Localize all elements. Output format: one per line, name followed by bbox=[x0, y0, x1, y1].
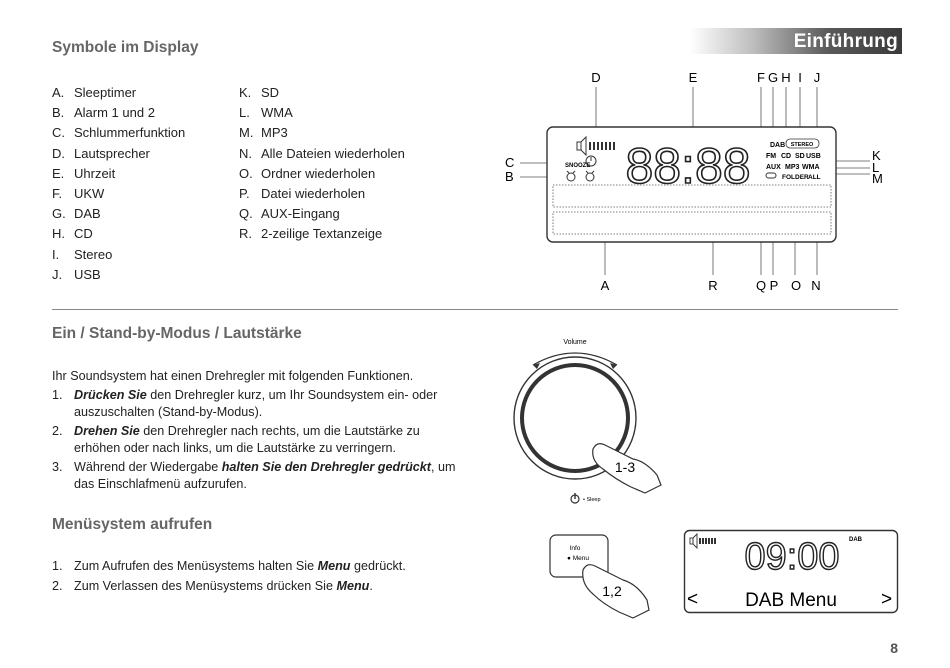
symbol-label: Sleeptimer bbox=[74, 85, 137, 100]
symbol-label: Alarm 1 und 2 bbox=[74, 105, 155, 121]
symbol-list-item bbox=[52, 184, 185, 204]
symbol-label: CD bbox=[74, 226, 93, 242]
lcd-time: 09:00 bbox=[744, 536, 840, 578]
instruction-emphasis: Menu bbox=[317, 559, 351, 573]
instruction-post: gedrückt. bbox=[350, 559, 406, 573]
menu-label: ● Menu bbox=[567, 555, 589, 562]
diagram-letter-q: Q bbox=[755, 278, 767, 293]
symbol-label: Alle Dateien wiederholen bbox=[261, 145, 405, 161]
diagram-letter-l: L bbox=[872, 160, 880, 175]
diagram-letter-p: P bbox=[769, 278, 779, 293]
symbol-key: A. bbox=[52, 85, 65, 100]
symbol-key: D. bbox=[52, 145, 65, 161]
instruction-number: 1. bbox=[52, 559, 63, 573]
menu-heading: Menüsystem aufrufen bbox=[52, 516, 213, 533]
section-title: Einführung bbox=[793, 31, 898, 52]
symbol-label: WMA bbox=[261, 105, 293, 121]
instruction-pre: Während der Wiedergabe bbox=[74, 460, 222, 474]
diagram-letter-r: R bbox=[708, 278, 718, 293]
symbol-key: O. bbox=[239, 165, 253, 181]
symbol-list-item bbox=[52, 144, 185, 164]
clock-digits: 88:88 bbox=[625, 138, 751, 194]
sleep-label: • Sleep bbox=[583, 497, 601, 503]
instruction-emphasis: Menu bbox=[336, 578, 370, 593]
symbol-label: Datei wiederholen bbox=[261, 186, 366, 202]
symbol-list-item bbox=[52, 265, 185, 285]
symbol-list-right bbox=[239, 83, 405, 245]
volume-knob-diagram bbox=[505, 333, 675, 508]
instruction-text bbox=[74, 459, 464, 492]
symbol-list-item bbox=[239, 204, 405, 224]
instruction-post: den Drehregler kurz, um Ihr Soundsystem ein- oder auszuschalten (Stand-by-Modus). bbox=[74, 388, 438, 419]
diagram-letter-k: K bbox=[872, 148, 881, 163]
diagram-letter-i: I bbox=[798, 70, 802, 85]
symbol-list-item bbox=[239, 103, 405, 123]
indicator-all: ALL bbox=[808, 174, 821, 181]
symbol-list-item bbox=[239, 123, 405, 143]
instruction-number: 1. bbox=[52, 388, 63, 402]
indicator-wma: WMA bbox=[802, 164, 820, 171]
symbol-list-item bbox=[52, 204, 185, 224]
symbol-list-item bbox=[52, 245, 185, 265]
lcd-menu-diagram bbox=[683, 529, 899, 614]
symbol-key: K. bbox=[239, 85, 252, 100]
indicator-stereo: STEREO bbox=[790, 142, 814, 148]
symbol-key: E. bbox=[52, 165, 65, 181]
symbol-label: AUX-Eingang bbox=[261, 206, 340, 222]
instruction-number: 3. bbox=[52, 460, 63, 474]
display-diagram bbox=[495, 65, 895, 300]
symbol-label: Lautsprecher bbox=[74, 145, 150, 161]
symbol-key: M. bbox=[239, 125, 254, 141]
instruction-text bbox=[74, 387, 464, 420]
diagram-letter-b: B bbox=[505, 169, 514, 184]
symbol-key: R. bbox=[239, 226, 252, 242]
symbol-list-item bbox=[52, 164, 185, 184]
volume-label: Volume bbox=[563, 339, 587, 346]
section-divider bbox=[52, 309, 898, 310]
lcd-right-arrow: > bbox=[881, 589, 893, 610]
symbol-label: 2-zeilige Textanzeige bbox=[261, 226, 383, 242]
indicator-folder: FOLDER bbox=[782, 174, 809, 181]
instruction-item bbox=[52, 578, 472, 595]
symbol-key: F. bbox=[52, 186, 63, 202]
diagram-letter-f: F bbox=[757, 70, 765, 85]
snooze-label: SNOOZE bbox=[565, 163, 591, 169]
symbol-label: Schlummerfunktion bbox=[74, 125, 186, 141]
standby-list bbox=[52, 387, 464, 495]
instruction-item bbox=[52, 459, 464, 492]
symbol-list-item bbox=[239, 224, 405, 244]
symbol-list-item bbox=[239, 164, 405, 184]
instruction-number: 2. bbox=[52, 578, 63, 593]
symbol-key: J. bbox=[52, 266, 63, 282]
instruction-item bbox=[52, 423, 464, 456]
instruction-emphasis: halten Sie den Drehregler gedrückt bbox=[221, 460, 431, 474]
symbol-label: Uhrzeit bbox=[74, 165, 116, 181]
indicator-usb: USB bbox=[806, 153, 821, 160]
indicator-dab: DAB bbox=[770, 142, 786, 149]
symbol-label: Stereo bbox=[74, 246, 113, 262]
knob-step-label: 1-3 bbox=[614, 459, 636, 475]
diagram-letter-e: E bbox=[688, 70, 698, 85]
symbol-list-item bbox=[52, 83, 185, 103]
symbol-key: G. bbox=[52, 206, 66, 222]
symbol-label: DAB bbox=[74, 206, 101, 222]
symbol-list-item bbox=[52, 224, 185, 244]
indicator-aux: AUX bbox=[766, 164, 781, 171]
diagram-letter-m: M bbox=[872, 171, 883, 186]
instruction-text bbox=[74, 423, 464, 456]
standby-heading: Ein / Stand-by-Modus / Lautstärke bbox=[52, 325, 302, 342]
symbol-key: B. bbox=[52, 105, 65, 121]
diagram-letter-o: O bbox=[790, 278, 802, 293]
indicator-cd: CD bbox=[781, 153, 792, 160]
instruction-post: . bbox=[369, 578, 373, 593]
symbol-key: H. bbox=[52, 226, 65, 242]
symbol-list-item bbox=[239, 184, 405, 204]
instruction-post: , um das Einschlafmenü aufzurufen. bbox=[74, 460, 456, 491]
indicator-sd: SD bbox=[795, 153, 805, 160]
symbol-label: MP3 bbox=[261, 125, 288, 141]
instruction-text bbox=[74, 558, 472, 575]
indicator-mp3: MP3 bbox=[785, 164, 800, 171]
lcd-band: DAB bbox=[849, 537, 862, 543]
symbol-key: Q. bbox=[239, 206, 253, 222]
symbol-key: N. bbox=[239, 145, 252, 161]
diagram-letter-g: G bbox=[767, 70, 779, 85]
menu-list bbox=[52, 558, 472, 597]
diagram-letter-d: D bbox=[591, 70, 601, 85]
diagram-letter-j: J bbox=[813, 70, 821, 85]
info-label: Info bbox=[569, 545, 581, 552]
instruction-text bbox=[74, 578, 472, 595]
menu-button-diagram bbox=[545, 530, 655, 625]
symbol-list-left bbox=[52, 83, 185, 285]
menu-step-label: 1,2 bbox=[602, 583, 622, 599]
instruction-pre: Zum Verlassen des Menüsystems drücken Sie bbox=[74, 578, 337, 593]
lcd-menu-text: DAB Menu bbox=[745, 590, 837, 611]
lcd-left-arrow: < bbox=[687, 589, 699, 610]
diagram-letter-a: A bbox=[600, 278, 610, 293]
symbol-key: C. bbox=[52, 125, 65, 141]
diagram-letter-n: N bbox=[811, 278, 821, 293]
instruction-item bbox=[52, 558, 472, 575]
symbol-label: Ordner wiederholen bbox=[261, 165, 376, 181]
symbols-heading: Symbole im Display bbox=[52, 39, 199, 56]
symbol-key: L. bbox=[239, 105, 250, 121]
page-number: 8 bbox=[890, 640, 898, 656]
instruction-item bbox=[52, 387, 464, 420]
indicator-fm: FM bbox=[766, 153, 777, 160]
symbol-key: I. bbox=[52, 246, 60, 262]
instruction-pre: Zum Aufrufen des Menüsystems halten Sie bbox=[74, 559, 318, 573]
standby-intro: Ihr Soundsystem hat einen Drehregler mit folgenden Funktionen. bbox=[52, 369, 414, 383]
diagram-letter-h: H bbox=[781, 70, 791, 85]
symbol-list-item bbox=[239, 144, 405, 164]
instruction-number: 2. bbox=[52, 424, 63, 438]
instruction-emphasis: Drücken Sie bbox=[74, 388, 147, 402]
symbol-label: SD bbox=[261, 85, 280, 100]
instruction-post: den Drehregler nach rechts, um die Lautstärke zu erhöhen oder nach links, um die Lautstärke zu verringern. bbox=[74, 424, 420, 455]
symbol-list-item bbox=[52, 103, 185, 123]
diagram-letter-c: C bbox=[505, 155, 515, 170]
symbol-list-item bbox=[52, 123, 185, 143]
instruction-emphasis: Drehen Sie bbox=[74, 424, 140, 438]
symbol-label: USB bbox=[74, 266, 101, 282]
symbol-label: UKW bbox=[74, 186, 105, 202]
symbol-key: P. bbox=[239, 186, 250, 202]
symbol-list-item bbox=[239, 83, 405, 103]
